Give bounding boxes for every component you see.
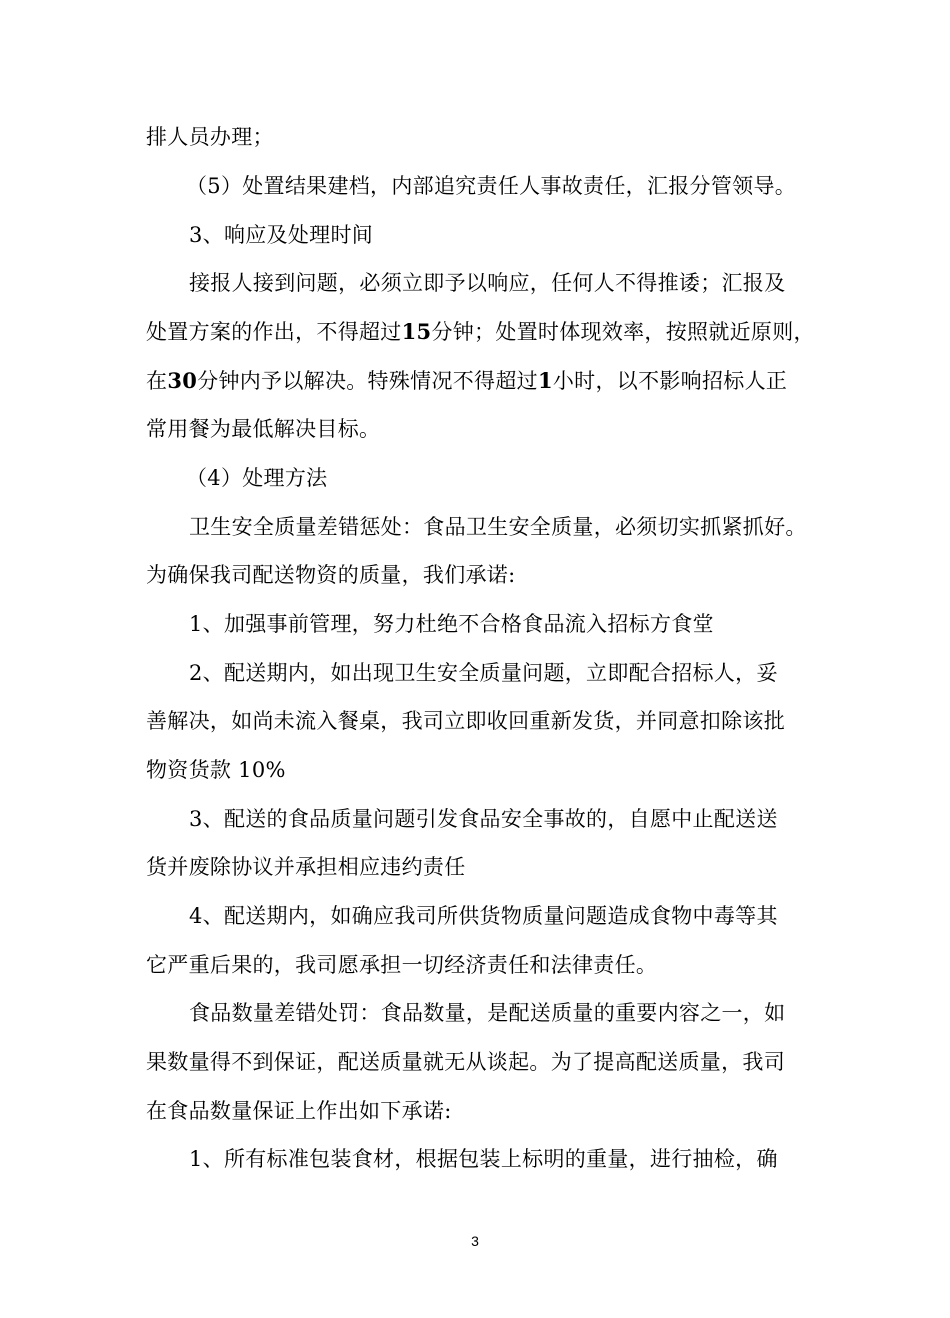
paragraph-line: 货并废除协议并承担相应违约责任 [146,855,466,879]
list-item: 1、加强事前管理，努力杜绝不合格食品流入招标方食堂 [189,612,714,636]
list-item: 4、配送期内，如确应我司所供货物质量问题造成食物中毒等其 [189,904,778,928]
paragraph-line: 常用餐为最低解决目标。 [146,417,381,441]
bold-number: 1 [537,368,553,393]
paragraph-line: 在食品数量保证上作出如下承诺: [146,1099,452,1123]
text-run: 小时，以不影响招标人正 [552,369,788,393]
list-item: 1、所有标准包装食材，根据包装上标明的重量，进行抽检，确 [189,1147,778,1171]
paragraph-line: 物资货款 10% [146,758,286,782]
paragraph-line: 为确保我司配送物资的质量，我们承诺: [146,563,516,587]
bold-number: 15 [401,319,432,344]
page-number: 3 [471,1233,479,1249]
paragraph-line: 果数量得不到保证，配送质量就无从谈起。为了提高配送质量，我司 [146,1050,785,1074]
paragraph-line: 接报人接到问题，必须立即予以响应，任何人不得推诿；汇报及 [189,271,786,295]
text-run: 分钟内予以解决。特殊情况不得超过 [197,369,538,393]
paragraph-line: （5）处置结果建档，内部追究责任人事故责任，汇报分管领导。 [186,174,797,198]
bold-number: 30 [167,368,198,393]
text-run: 在 [146,369,168,393]
list-item: 2、配送期内，如出现卫生安全质量问题，立即配合招标人，妥 [189,661,778,685]
text-run: 分钟；处置时体现效率，按照就近原则， [431,320,815,344]
list-item: 3、配送的食品质量问题引发食品安全事故的，自愿中止配送送 [189,807,778,831]
paragraph-line: 卫生安全质量差错惩处：食品卫生安全质量，必须切实抓紧抓好。 [189,515,807,539]
paragraph-line: 它严重后果的，我司愿承担一切经济责任和法律责任。 [146,953,658,977]
section-heading: （4）处理方法 [186,466,328,490]
paragraph-line: 善解决，如尚未流入餐桌，我司立即收回重新发货，并同意扣除该批 [146,709,785,733]
section-heading: 3、响应及处理时间 [189,223,374,247]
paragraph-line: 食品数量差错处罚：食品数量，是配送质量的重要内容之一，如 [189,1001,786,1025]
paragraph-line: 排人员办理； [146,125,274,149]
paragraph-line [146,317,815,347]
text-run: 处置方案的作出，不得超过 [146,320,402,344]
paragraph-line [146,366,787,396]
